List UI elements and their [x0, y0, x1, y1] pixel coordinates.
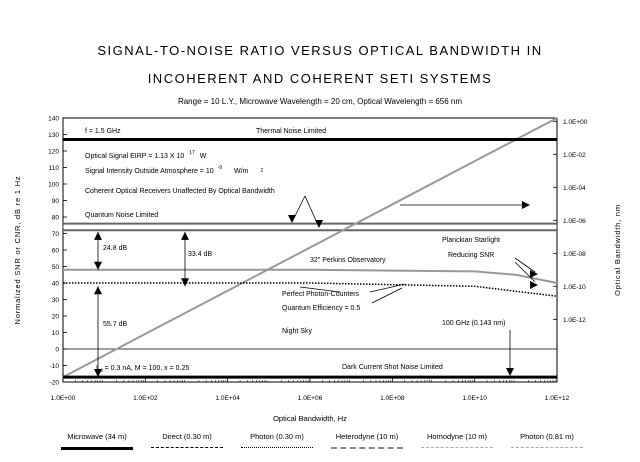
y-tick-label: 50 — [51, 264, 59, 271]
arrowhead-coherent-left — [288, 215, 296, 223]
legend-item-photon-081 — [502, 432, 592, 448]
legend-label-direct: Direct (0.30 m) — [162, 432, 212, 441]
x-tick-label: 1.0E+00 — [50, 395, 76, 402]
annotation-photon-counters: Perfect Photon-Counters — [282, 291, 360, 298]
y-tick-label: 110 — [48, 165, 59, 172]
annotation-intensity-unit-exp: 2 — [260, 168, 264, 174]
annotation-dark-post: = 0.3 nA, M = 100, x = 0.25 — [104, 365, 190, 372]
legend-swatch-homodyne — [421, 447, 493, 448]
y2-tick-label: 1.0E-06 — [563, 217, 586, 225]
legend-item-photon-030 — [232, 432, 322, 448]
chart-subtitle: Range = 10 L.Y., Microwave Wavelength = 20 cm, Optical Wavelength = 656 nm — [177, 97, 463, 106]
chart-title-line1: SIGNAL-TO-NOISE RATIO VERSUS OPTICAL BANDWIDTH IN — [97, 43, 543, 58]
legend-item-homodyne — [412, 432, 502, 448]
dim-55-7-head-top — [94, 286, 102, 294]
y-tick-label: 90 — [51, 198, 59, 205]
y-tick-label: 100 — [48, 181, 59, 189]
annotation-24-8-db: 24.8 dB — [103, 245, 128, 252]
dim-33-4-head-top — [181, 232, 189, 240]
legend-item-heterodyne — [322, 432, 412, 449]
y-tick-label: 140 — [48, 115, 59, 123]
arrowhead-coherent-right — [522, 201, 530, 209]
x-tick-label: 1.0E+06 — [297, 395, 323, 402]
dim-33-4-head-bottom — [181, 278, 189, 286]
annotation-intensity-exp: -9 — [217, 165, 223, 171]
annotation-quantum-efficiency: Quantum Efficiency = 0.5 — [282, 305, 361, 312]
annotation-eirp-main: Optical Signal EIRP = 1.13 X 10 — [85, 153, 185, 160]
y-tick-label: 0 — [55, 346, 59, 354]
annotation-intensity — [85, 164, 263, 175]
y2-tick-label: 1.0E-12 — [563, 316, 586, 324]
dim-24-8-head-top — [94, 232, 102, 240]
legend-swatch-photon-081 — [511, 447, 583, 448]
annotation-coherent: Coherent Optical Receivers Unaffected By Optical Bandwidth — [85, 188, 275, 195]
x-axis-label: Optical Bandwidth, Hz — [273, 414, 347, 423]
legend-label-photon-081: Photon (0.81 m) — [520, 432, 574, 441]
y-tick-label: 40 — [51, 280, 59, 288]
annotation-freq: f = 1.5 GHz — [85, 128, 121, 135]
legend-item-microwave — [52, 432, 142, 450]
annotation-night-sky: Night Sky — [282, 328, 312, 335]
y-tick-label: -20 — [49, 379, 59, 387]
y-tick-label: 10 — [51, 330, 59, 337]
annotation-55-7-db: 55.7 dB — [103, 321, 128, 328]
y-tick-label: 80 — [51, 214, 59, 222]
y2-axis-label: Optical Bandwidth, nm — [613, 204, 622, 296]
y2-tick-label: 1.0E-10 — [563, 283, 586, 291]
arrowhead-planckian-2 — [530, 281, 538, 289]
y-tick-label: 120 — [48, 148, 59, 156]
annotation-dark-current-params — [96, 365, 189, 374]
x-tick-label: 1.0E+02 — [133, 395, 158, 402]
annotation-planckian-1: Planckian Starlight — [442, 237, 500, 244]
annotation-intensity-unit: W/m — [233, 168, 249, 175]
annotation-dark-pre: I — [96, 365, 98, 372]
y-tick-label: -10 — [49, 363, 59, 370]
y-tick-label: 60 — [51, 247, 59, 255]
x-tick-label: 1.0E+10 — [462, 395, 487, 402]
annotation-dark-sub: d — [99, 368, 103, 374]
x-tick-label: 1.0E+04 — [215, 395, 240, 402]
y2-tick-label: 1.0E-04 — [563, 184, 586, 192]
y-tick-label: 70 — [51, 231, 59, 238]
legend-label-microwave: Microwave (34 m) — [67, 432, 127, 441]
y2-tick-label: 1.0E+00 — [563, 118, 588, 126]
legend-swatch-heterodyne — [331, 447, 403, 449]
annotation-eirp-exp: 17 — [189, 150, 195, 156]
legend-label-homodyne: Homodyne (10 m) — [426, 432, 488, 441]
annotation-eirp — [85, 149, 207, 160]
x-tick-label: 1.0E+08 — [380, 395, 405, 402]
legend-label-photon-030: Photon (0.30 m) — [250, 432, 304, 441]
dim-24-8-head-bottom — [94, 262, 102, 270]
y-tick-label: 30 — [51, 297, 59, 304]
x-tick-label: 1.0E+12 — [544, 395, 570, 402]
y-axis-label: Normalized SNR or CNR, dB re 1 Hz — [13, 175, 22, 325]
legend-label-heterodyne: Heterodyne (10 m) — [335, 432, 399, 441]
annotation-planckian-2: Reducing SNR — [448, 252, 495, 259]
annotation-dark-current: Dark Current Shot Noise Limited — [342, 364, 443, 371]
y-tick-label: 130 — [48, 132, 59, 139]
legend-swatch-photon-030 — [241, 447, 313, 448]
line-perkins — [63, 270, 557, 283]
legend — [0, 432, 640, 462]
y-tick-label: 20 — [51, 313, 59, 321]
y2-tick-label: 1.0E-02 — [563, 151, 586, 159]
legend-item-direct — [142, 432, 232, 448]
legend-swatch-microwave — [61, 447, 133, 450]
annotation-thermal: Thermal Noise Limited — [256, 128, 327, 135]
legend-swatch-direct — [151, 447, 223, 448]
annotation-100-ghz: 100 GHz (0.143 nm) — [442, 320, 506, 327]
annotation-intensity-main: Signal Intensity Outside Atmosphere = 10 — [85, 168, 214, 175]
y2-tick-label: 1.0E-08 — [563, 250, 586, 258]
annotation-perkins: 32" Perkins Observatory — [310, 257, 386, 264]
arrowhead-100-ghz — [506, 368, 514, 376]
chart-title-line2: INCOHERENT AND COHERENT SETI SYSTEMS — [147, 71, 493, 86]
annotation-eirp-unit: W — [199, 153, 207, 160]
annotation-33-4-db: 33.4 dB — [188, 251, 213, 258]
annotation-quantum: Quantum Noise Limited — [85, 212, 159, 219]
